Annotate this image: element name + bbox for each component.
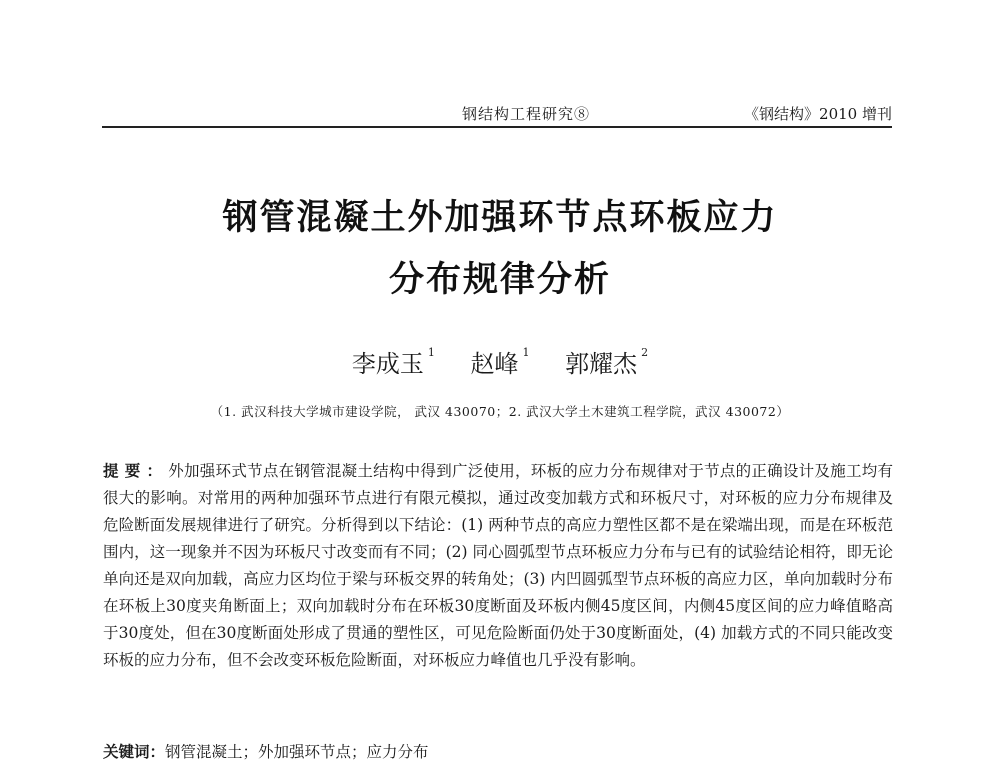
paper-title-line-1: 钢管混凝土外加强环节点环板应力 [222, 198, 778, 238]
running-header [102, 100, 892, 128]
author-name: 郭耀杰 [565, 350, 638, 378]
keywords-text: 钢管混凝土；外加强环节点；应力分布 [165, 743, 429, 761]
author [471, 344, 530, 379]
journal-issue: 《钢结构》2010 增刊 [744, 105, 892, 123]
abstract [103, 458, 893, 674]
abstract-label: 提要： [103, 462, 169, 480]
paper-title-line-2: 分布规律分析 [388, 260, 611, 300]
keywords-label: 关键词： [103, 743, 166, 761]
keywords [103, 739, 893, 766]
abstract-text: 外加强环式节点在钢管混凝土结构中得到广泛使用，环板的应力分布规律对于节点的正确设计及施工均有很大的影响。对常用的两种加强环节点进行有限元模拟，通过改变加载方式和环板尺寸，对环板的应力分布规律及危险断面发展规律进行了研究。分析得到以下结论：(1) 两种节点的高应力塑性区都不是在梁端出现，而是在环板范围内，这一现象并不因为环板尺寸改变而有不同；(2) 同心圆弧型节点环板应力分布与已有的试验结论相符，即无论单向还是双向加载，高应力区均位于梁与环板交界的转角处；(3) 内凹圆弧型节点环板的高应力区，单向加载时分布在环板上30度夹角断面上；双向加载时分布在环板30度断面及环板内侧45度区间，内侧45度区间的应力峰值略高于30度处，但在30度断面处形成了贯通的塑性区，可见危险断面仍处于30度断面处，(4) 加载方式的不同只能改变环板的应力分布，但不会改变环板危险断面，对环板应力峰值也几乎没有影响。 [103, 462, 893, 669]
affiliations: （1. 武汉科技大学城市建设学院， 武汉 430070；2. 武汉大学土木建筑工程学院，武汉 430072） [210, 404, 790, 419]
author-affiliation-mark: 2 [641, 346, 649, 359]
author-name: 赵峰 [470, 350, 519, 378]
author-affiliation-mark: 1 [427, 346, 435, 359]
author-name: 李成玉 [351, 350, 424, 378]
author [565, 344, 648, 379]
journal-series: 钢结构工程研究⑧ [462, 105, 591, 123]
author-list [0, 344, 1000, 379]
author [352, 344, 435, 379]
author-affiliation-mark: 1 [522, 346, 530, 359]
